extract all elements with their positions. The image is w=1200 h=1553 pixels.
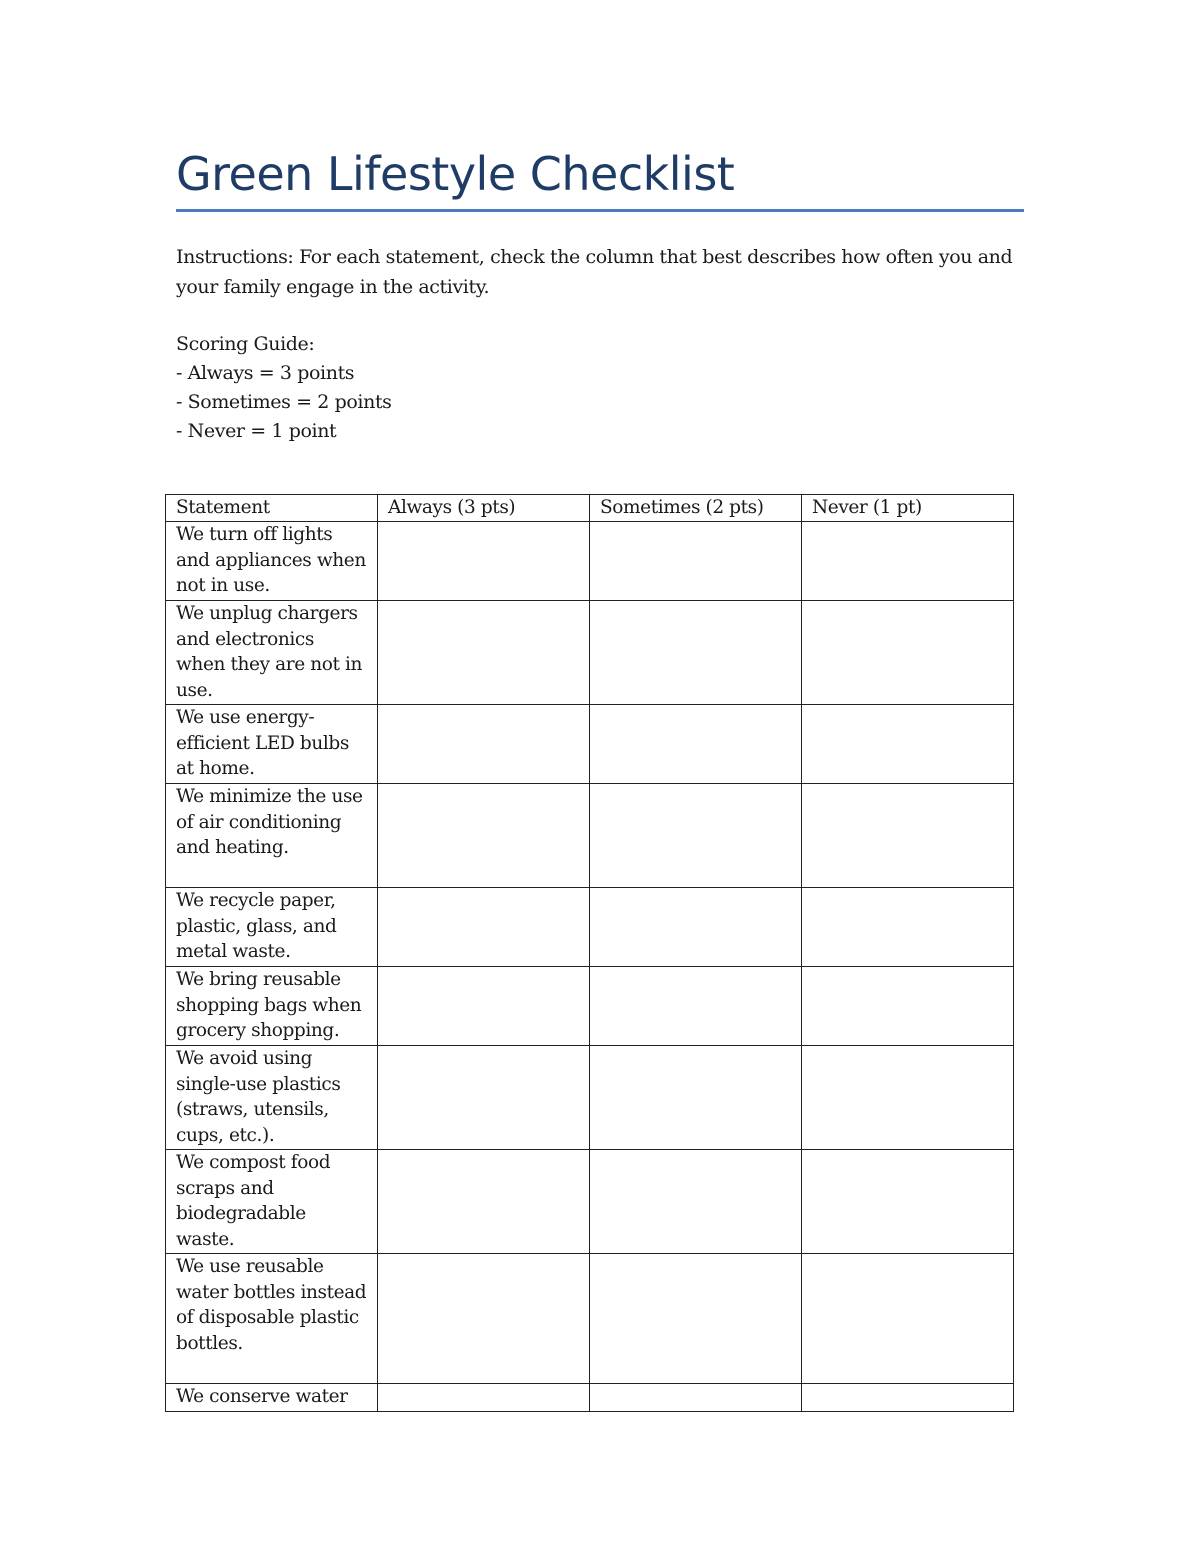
header-statement: Statement bbox=[166, 495, 378, 522]
table-row bbox=[166, 1254, 1014, 1384]
check-cell-sometimes[interactable] bbox=[590, 1046, 802, 1150]
statement-cell: We turn off lights and appliances when not in use. bbox=[166, 522, 378, 601]
check-cell-always[interactable] bbox=[378, 1150, 590, 1254]
check-cell-never[interactable] bbox=[802, 888, 1014, 967]
check-cell-always[interactable] bbox=[378, 601, 590, 705]
table-row bbox=[166, 967, 1014, 1046]
statement-cell: We unplug chargers and electronics when they are not in use. bbox=[166, 601, 378, 705]
check-cell-always[interactable] bbox=[378, 784, 590, 888]
check-cell-never[interactable] bbox=[802, 705, 1014, 784]
check-cell-always[interactable] bbox=[378, 1384, 590, 1412]
instructions-text: Instructions: For each statement, check the column that best describes how often you and your family engage in the activity. bbox=[176, 246, 1013, 298]
check-cell-sometimes[interactable] bbox=[590, 705, 802, 784]
scoring-heading: Scoring Guide: bbox=[176, 333, 315, 355]
title-underline bbox=[176, 209, 1024, 212]
check-cell-never[interactable] bbox=[802, 1046, 1014, 1150]
check-cell-never[interactable] bbox=[802, 1384, 1014, 1412]
statement-cell: We compost food scraps and biodegradable waste. bbox=[166, 1150, 378, 1254]
check-cell-never[interactable] bbox=[802, 1254, 1014, 1384]
check-cell-sometimes[interactable] bbox=[590, 1384, 802, 1412]
check-cell-sometimes[interactable] bbox=[590, 1150, 802, 1254]
table-header-row bbox=[166, 495, 1014, 522]
table-body bbox=[166, 522, 1014, 1412]
check-cell-never[interactable] bbox=[802, 784, 1014, 888]
table-row bbox=[166, 705, 1014, 784]
document-title: Green Lifestyle Checklist bbox=[176, 147, 735, 201]
header-never: Never (1 pt) bbox=[802, 495, 1014, 522]
check-cell-sometimes[interactable] bbox=[590, 967, 802, 1046]
check-cell-never[interactable] bbox=[802, 522, 1014, 601]
check-cell-sometimes[interactable] bbox=[590, 888, 802, 967]
check-cell-always[interactable] bbox=[378, 705, 590, 784]
checklist-table bbox=[165, 494, 1014, 1412]
statement-cell: We minimize the use of air conditioning and heating. bbox=[166, 784, 378, 888]
check-cell-always[interactable] bbox=[378, 1254, 590, 1384]
check-cell-never[interactable] bbox=[802, 967, 1014, 1046]
table-row bbox=[166, 601, 1014, 705]
statement-cell: We use reusable water bottles instead of disposable plastic bottles. bbox=[166, 1254, 378, 1384]
table-row bbox=[166, 784, 1014, 888]
check-cell-never[interactable] bbox=[802, 1150, 1014, 1254]
check-cell-always[interactable] bbox=[378, 1046, 590, 1150]
check-cell-never[interactable] bbox=[802, 601, 1014, 705]
check-cell-sometimes[interactable] bbox=[590, 1254, 802, 1384]
statement-cell: We use energy-efficient LED bulbs at home. bbox=[166, 705, 378, 784]
scoring-item-never: - Never = 1 point bbox=[176, 420, 337, 442]
check-cell-always[interactable] bbox=[378, 967, 590, 1046]
table-row bbox=[166, 1384, 1014, 1412]
statement-cell: We bring reusable shopping bags when grocery shopping. bbox=[166, 967, 378, 1046]
check-cell-always[interactable] bbox=[378, 888, 590, 967]
check-cell-always[interactable] bbox=[378, 522, 590, 601]
header-always: Always (3 pts) bbox=[378, 495, 590, 522]
scoring-guide bbox=[176, 330, 392, 446]
table-row bbox=[166, 1150, 1014, 1254]
statement-cell: We conserve water bbox=[166, 1384, 378, 1412]
table-row bbox=[166, 888, 1014, 967]
scoring-item-always: - Always = 3 points bbox=[176, 362, 355, 384]
statement-cell: We recycle paper, plastic, glass, and metal waste. bbox=[166, 888, 378, 967]
header-sometimes: Sometimes (2 pts) bbox=[590, 495, 802, 522]
table-row bbox=[166, 1046, 1014, 1150]
table-row bbox=[166, 522, 1014, 601]
check-cell-sometimes[interactable] bbox=[590, 784, 802, 888]
check-cell-sometimes[interactable] bbox=[590, 601, 802, 705]
statement-cell: We avoid using single-use plastics (straws, utensils, cups, etc.). bbox=[166, 1046, 378, 1150]
check-cell-sometimes[interactable] bbox=[590, 522, 802, 601]
scoring-item-sometimes: - Sometimes = 2 points bbox=[176, 391, 392, 413]
